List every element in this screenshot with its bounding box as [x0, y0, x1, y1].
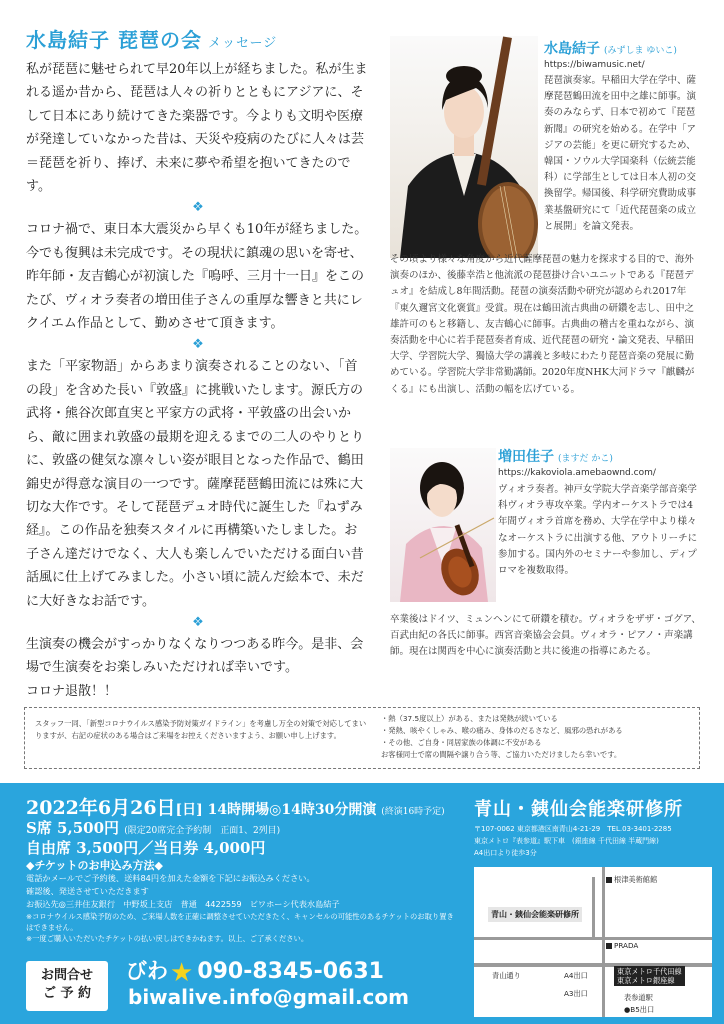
performer2-bio-side: ヴィオラ奏者。神戸女学院大学音楽学部音楽学科ヴィオラ専攻卒業。学内オーケストラでは4年間ヴィオラ首席を務め、大学在学中より様々なオーケストラに出演する他、アウトリーチに参加する。国内外のセミナーや参加し、ディプロマを複数取得。	[498, 484, 698, 577]
map-label-lines	[614, 966, 685, 986]
map-label-chiyoda: 東京メトロ千代田線	[617, 967, 682, 976]
event-date-line	[26, 793, 445, 820]
map-label-ginza: 東京メトロ銀座線	[617, 976, 675, 985]
page-title	[26, 24, 406, 53]
map-marker-icon	[606, 943, 612, 949]
venue-map	[474, 867, 712, 1017]
contact-email[interactable]: biwalive.info@gmail.com	[128, 985, 409, 1009]
star-icon: ★	[170, 958, 194, 988]
message-paragraph-3: また「平家物語」からあまり演奏されることのない、「首の段」を含めた長い『敦盛』に挑戦いたします。源氏方の武将・熊谷次郎直実と平家方の武将・平敦盛の出会いから、敵に囲まれ敦盛の最期を迎えるまでの二人のやりとりに、敦盛の健気な凛々しい姿が眼目となった作品で、鶴田錦史が得意な演目の一つです。薩摩琵琶鶴田流には殊に大切な大作です。そして琵琶デュオ時代に誕生した『ねずみ経』。この作品を独奏スタイルに再構築いたしました。お子さん達だけでなく、大人も楽しんでいただける面白い昔話風に仕上げてみました。小さい頃に読んだ絵本で、未だに大好きなお話です。	[26, 359, 365, 609]
biwa-player-illustration	[390, 36, 538, 258]
map-road	[592, 877, 595, 937]
performer1-url[interactable]: https://biwamusic.net/	[544, 60, 645, 70]
performer1-bio-full: その頃より様々な角度から近代薩摩琵琶の魅力を探求する目的で、海外演奏のほか、後藤幸浩と他流派の琵琶掛け合いユニットである『琵琶デュオ』を結成し8年間活動。琵琶の演奏活動や研究が認められ2017年『東久邇宮文化褒賞』受賞。現在は鶴田流古典曲の研鑽を志し、田中之雄許可のもと移籍し、友吉鶴心に師事。古典曲の稽古を重ねながら、演奏活動を中心に若手琵琶奏者育成、近代琵琶の研究・論文発表、早稲田大学、学習院大学、獨協大学の講義と多岐にわたり琵琶音楽の発展に勤めている。学習院大学非常勤講師。2020年度NHK大河ドラマ『麒麟がくる』にも出演し、活動の幅を広げている。	[390, 254, 695, 395]
message-paragraph-2: コロナ禍で、東日本大震災から早くも10年が経ちました。今でも復興は未完成です。その現状に鎮魂の思いを寄せ、昨年師・友吉鶴心が初演した『嗚呼、三月十一日』をこのたび、ヴィオラ奏者の増田佳子さんの重厚な響きと共にレクイエム作品として、勤めさせて頂きます。	[26, 222, 368, 332]
event-end-note: (終演16時予定)	[381, 807, 445, 817]
event-date: 2022年6月26日	[26, 797, 176, 819]
performer1-kana: (みずしま ゆいこ)	[604, 46, 677, 56]
notice-item: ・発熱、咳やくしゃみ、喉の痛み、身体のだるさなど、風邪の恐れがある	[381, 726, 623, 735]
performer2-name	[498, 446, 613, 466]
contact-label-box	[26, 961, 108, 1011]
ticket-line: 確認後、発送させていただきます	[26, 886, 149, 896]
ticket-line: お振込先◎三井住友銀行 中野坂上支店 普通 4422559 ビワホーシ代表水島結子	[26, 899, 340, 909]
event-weekday: [日]	[175, 802, 203, 818]
event-footer	[0, 783, 724, 1024]
s-seat-price	[26, 817, 280, 838]
map-label-prada	[606, 941, 638, 950]
venue-name: 青山・銕仙会能楽研修所	[474, 799, 683, 820]
map-label-prada-text: PRADA	[614, 941, 639, 950]
notice-left-text: スタッフ一同、「新型コロナウイルス感染予防対策ガイドライン」を考慮し万全の対策で対応してまいりますが、右記の症状のある場合はご来場をお控えくださいますよう、お願い申し上げます。	[35, 719, 367, 740]
page-subtitle: メッセージ	[207, 36, 278, 51]
venue-address: 〒107-0062 東京都港区南青山4-21-29 TEL.03-3401-2285	[474, 825, 672, 833]
free-seat-price: 自由席 3,500円／当日券 4,000円	[26, 839, 266, 857]
performer1-name-text: 水島結子	[544, 41, 600, 57]
contact-label-line2: ご 予 約	[42, 986, 92, 1001]
map-label-venue: 青山・銕仙会能楽研修所	[488, 907, 582, 922]
notice-item: ・熱（37.5度以上）がある、または発熱が続いている	[381, 714, 558, 723]
venue-info	[474, 823, 672, 859]
venue-exit: A4出口より徒歩3分	[474, 849, 537, 857]
map-marker-icon	[606, 877, 612, 883]
map-label-a3: A3出口	[564, 989, 588, 998]
venue-access: 東京メトロ『表参道』駅下車 (銀座線 千代田線 半蔵門線)	[474, 837, 659, 845]
ticket-note: ※コロナウイルス感染予防のため、ご来場人数を正確に調整させていただきたく、キャンセルの可能性のあるチケットのお取り置きはできません。	[26, 912, 454, 932]
performer1-bio-side: 琵琶演奏家。早稲田大学在学中、薩摩琵琶鶴田流を田中之雄に師事。演奏のみならず、日本で初めて『琵琶新聞』の研究を始める。在学中「アジアの芸能」を更に研究するため、韓国・ソウル大学国楽科（伝統芸能科）に学部生としては日本人初の交換留学。帰国後、科学研究費助成事業基盤研究にて「近代琵琶楽の成立と展開」を論文発表。	[544, 75, 697, 232]
message-paragraph-4: 生演奏の機会がすっかりなくなりつつある昨今。是非、会場で生演奏をお楽しみいただければ幸いです。	[26, 636, 364, 676]
message-paragraph-1: 私が琵琶に魅せられて早20年以上が経ちました。私が生まれる遥か昔から、琵琶は人々の祈りとともにアジアに、そして日本にあり続けてきた楽器です。今よりも文明や医療が発達していなかった昔は、天災や疫病のたびに人々は芸＝琵琶を祈り、捧げ、未来に夢や希望を抱いてきたのです。	[26, 62, 368, 195]
ticket-instructions	[26, 872, 456, 944]
map-label-a4: A4出口	[564, 971, 588, 980]
contact-label-line1: お問合せ	[40, 968, 93, 983]
diamond-divider-icon: ❖	[192, 614, 204, 630]
performer2-url[interactable]: https://kakoviola.amebaownd.com/	[498, 468, 656, 478]
message-paragraph-5: コロナ退散！！	[26, 683, 118, 699]
brand-text: びわ	[126, 958, 168, 983]
ticket-line: 電話かメールでご予約後、送料84円を加えた金額を下記にお振込みください。	[26, 873, 315, 883]
notice-item: お客様同士で席の間隔や譲り合う等、ご協力いただけましたら幸いです。	[381, 750, 622, 759]
performer2-bio-full: 卒業後はドイツ、ミュンヘンにて研鑽を積む。ヴィオラをザザ・ゴグア、百武由紀の各氏に師事。西宮音楽協会会員。ヴィオラ・ピアノ・声楽講師。現在は関西を中心に演奏活動と共に後進の指導にあたる。	[390, 614, 701, 658]
contact-phone	[126, 955, 384, 988]
diamond-divider-icon: ❖	[192, 200, 204, 216]
map-label-museum	[606, 875, 657, 885]
map-label-museum-text: 根津美術館館	[614, 875, 658, 884]
diamond-divider-icon: ❖	[192, 337, 204, 353]
viola-player-illustration	[390, 448, 496, 602]
map-road	[474, 937, 712, 940]
covid-notice	[24, 707, 700, 769]
performer1-name	[544, 38, 677, 58]
map-road	[602, 867, 605, 1017]
s-seat-text: S席 5,500円	[26, 819, 120, 837]
event-times: 14時開場◎14時30分開演	[207, 802, 377, 818]
performer1-photo	[390, 36, 538, 258]
performer2-kana: (ますだ かこ)	[558, 454, 613, 464]
notice-symptom-list	[381, 713, 691, 761]
map-label-aoyama: 青山通り	[492, 971, 521, 980]
message-column	[26, 58, 370, 703]
map-label-b5: ●B5出口	[624, 1005, 655, 1014]
s-seat-note: (限定20席完全予約制 正面1、2列目)	[124, 826, 281, 836]
page-title-text: 水島結子 琵琶の会	[26, 28, 202, 52]
ticket-note: ※一度ご購入いただいたチケットの払い戻しはできかねます。以上、ご了承ください。	[26, 934, 309, 943]
performer2-photo	[390, 448, 496, 602]
ticket-heading: ◆チケットのお申込み方法◆	[26, 859, 163, 872]
notice-item: ・その他、ご自身・同居家族の体調に不安がある	[381, 738, 542, 747]
performer2-name-text: 増田佳子	[498, 449, 554, 465]
map-label-omotesando: 表参道駅	[624, 993, 653, 1002]
phone-number[interactable]: 090-8345-0631	[197, 959, 384, 984]
